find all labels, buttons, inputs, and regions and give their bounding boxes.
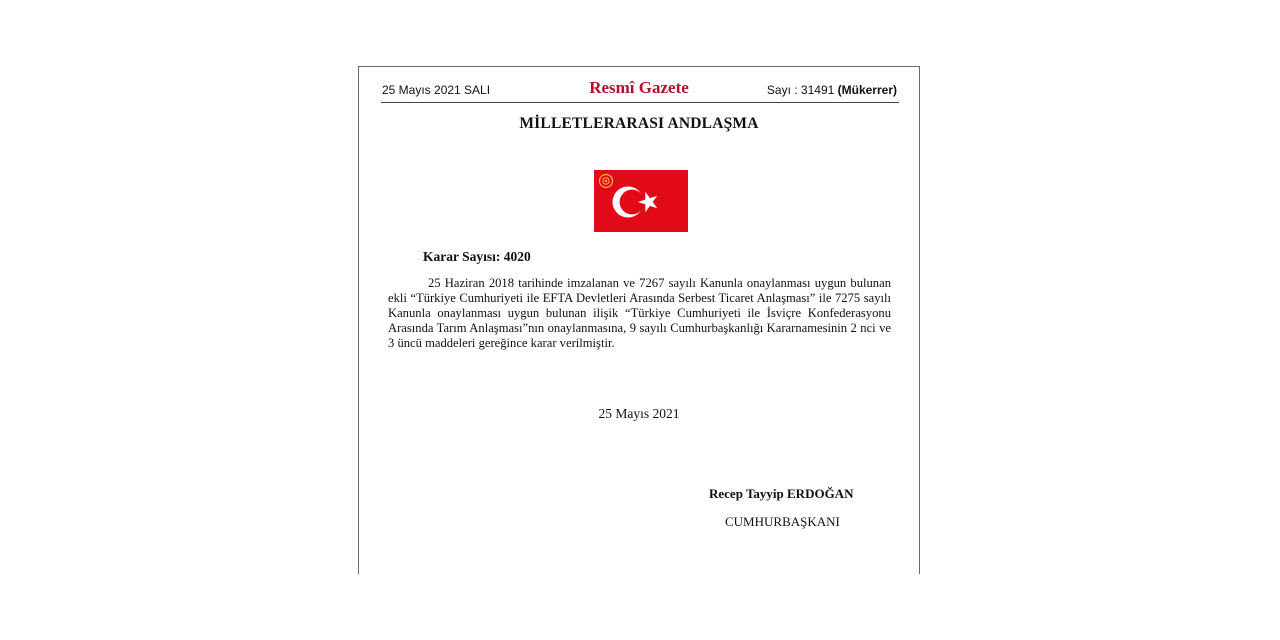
signatory-name: Recep Tayyip ERDOĞAN — [709, 486, 854, 501]
issue-number — [767, 83, 897, 97]
flag-graphic — [594, 170, 688, 232]
gazette-title: Resmî Gazete — [589, 78, 689, 97]
issue-number-text: Sayı : 31491 — [766, 83, 835, 97]
section-title: MİLLETLERARASI ANDLAŞMA — [519, 115, 759, 132]
header-date: 25 Mayıs 2021 SALI — [382, 83, 491, 97]
turkish-flag-icon — [594, 170, 688, 232]
gazette-page — [358, 66, 920, 574]
header-divider — [381, 102, 899, 103]
issue-repeat-label: (Mükerrer) — [837, 83, 897, 97]
decision-body-text: 25 Haziran 2018 tarihinde imzalanan ve 7267 sayılı Kanunla onaylanması uygun bulunan ekli “Türkiye Cumhuriyeti ile EFTA Devletleri Arasında Serbest Ticaret Anlaşması” ile 7275 sayılı Kanunla onaylanması uygun bulunan ilişik “Türkiye Cumhuriyeti ile İsviçre Konfederasyonu Arasında Tarım Anlaşması”nın onaylanmasına, 9 sayılı Cumhurbaşkanlığı Kararnamesinin 2 nci ve 3 üncü maddeleri gereğince karar verilmiştir. — [388, 276, 891, 350]
signatory-title: CUMHURBAŞKANI — [725, 514, 840, 529]
document-date: 25 Mayıs 2021 — [598, 406, 680, 421]
decision-number: Karar Sayısı: 4020 — [423, 249, 531, 264]
